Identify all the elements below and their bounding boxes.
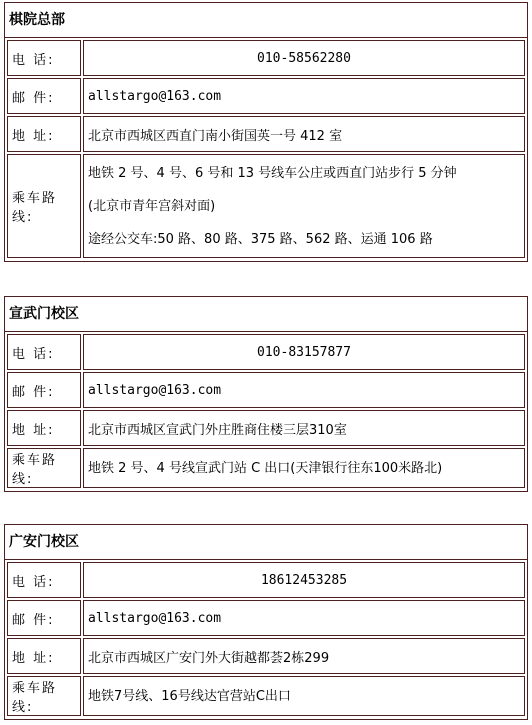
email-label: 邮 件: (7, 600, 81, 636)
campus-title: 棋院总部 (5, 3, 527, 38)
phone-value: 010-58562280 (83, 40, 525, 76)
campus-title: 宣武门校区 (5, 297, 527, 332)
address-row (7, 116, 525, 152)
address-row (7, 410, 525, 446)
address-row (7, 638, 525, 674)
email-value: allstargo@163.com (83, 78, 525, 114)
route-row (7, 154, 525, 258)
phone-value: 18612453285 (83, 562, 525, 598)
campus-info-table (5, 560, 527, 718)
campus-block-headquarters (4, 2, 528, 262)
email-row (7, 372, 525, 408)
phone-label: 电 话: (7, 40, 81, 76)
phone-row (7, 40, 525, 76)
route-line: 途经公交车:50 路、80 路、375 路、562 路、运通 106 路 (88, 231, 433, 247)
email-value: allstargo@163.com (83, 600, 525, 636)
route-value (83, 448, 525, 488)
email-value: allstargo@163.com (83, 372, 525, 408)
route-line: (北京市青年宫斜对面) (88, 198, 216, 214)
route-line: 地铁7号线、16号线达官营站C出口 (88, 688, 291, 704)
phone-row (7, 334, 525, 370)
campus-info-table (5, 38, 527, 260)
campus-block-guanganmen (4, 524, 528, 720)
address-value: 北京市西城区广安门外大街越都荟2栋299 (83, 638, 525, 674)
phone-label: 电 话: (7, 334, 81, 370)
address-label: 地 址: (7, 116, 81, 152)
route-label: 乘车路线: (7, 154, 81, 258)
address-value: 北京市西城区宣武门外庄胜商住楼三层310室 (83, 410, 525, 446)
route-label: 乘车路线: (7, 676, 81, 716)
phone-value: 010-83157877 (83, 334, 525, 370)
route-line: 地铁 2 号、4 号线宣武门站 C 出口(天津银行往东100米路北) (88, 460, 443, 476)
campus-block-xuanwumen (4, 296, 528, 492)
route-row (7, 676, 525, 716)
email-label: 邮 件: (7, 372, 81, 408)
address-label: 地 址: (7, 638, 81, 674)
phone-row (7, 562, 525, 598)
route-value (83, 154, 525, 258)
address-value: 北京市西城区西直门南小街国英一号 412 室 (83, 116, 525, 152)
route-value (83, 676, 525, 716)
campus-info-table (5, 332, 527, 490)
email-label: 邮 件: (7, 78, 81, 114)
route-label: 乘车路线: (7, 448, 81, 488)
route-line: 地铁 2 号、4 号、6 号和 13 号线车公庄或西直门站步行 5 分钟 (88, 165, 457, 181)
phone-label: 电 话: (7, 562, 81, 598)
email-row (7, 600, 525, 636)
campus-title: 广安门校区 (5, 525, 527, 560)
route-row (7, 448, 525, 488)
address-label: 地 址: (7, 410, 81, 446)
email-row (7, 78, 525, 114)
